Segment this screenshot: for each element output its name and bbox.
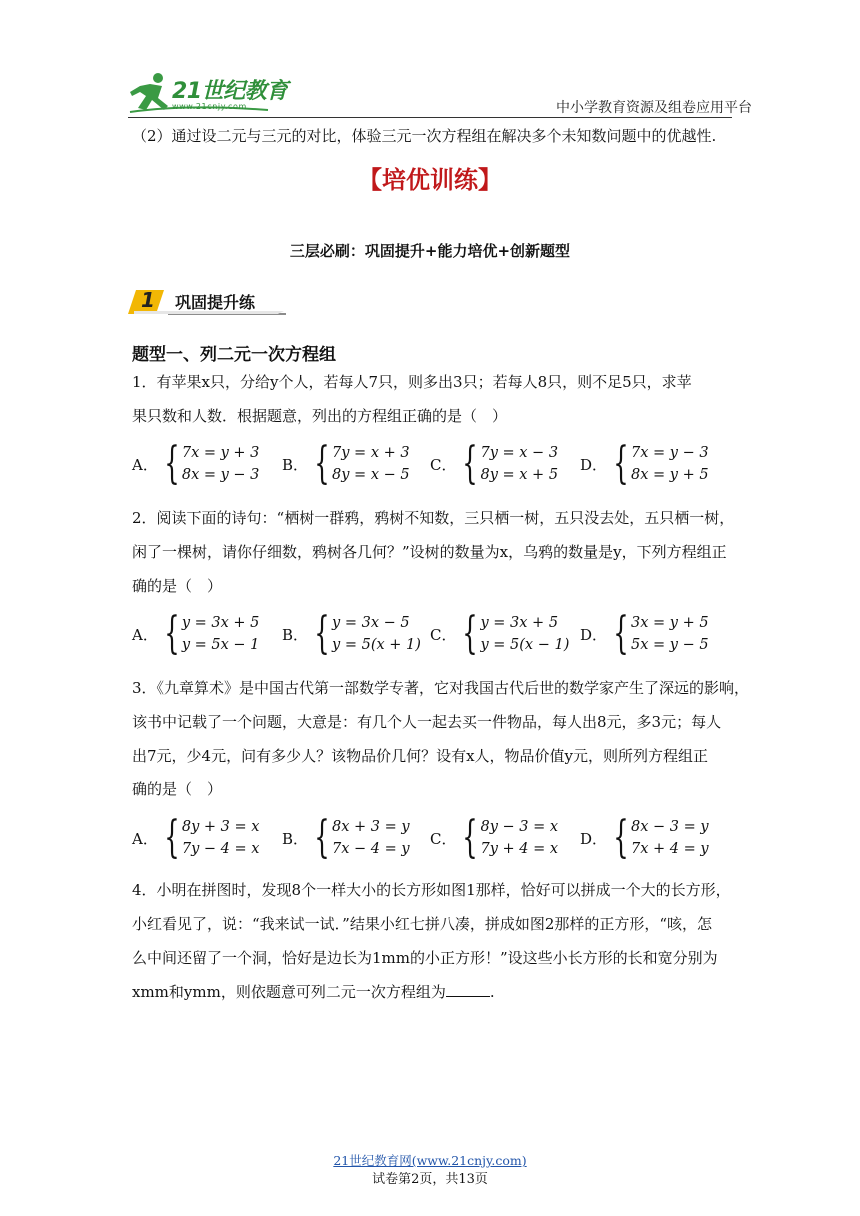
q3-line-3: 出7元，少4元，问有多少人？该物品价几何？设有x人，物品价值y元，则所列方程组正 (132, 747, 709, 765)
q3-option-a (132, 812, 260, 863)
q1-option-b (282, 438, 410, 489)
q2-line-1: 2．阅读下面的诗句：“栖树一群鸦，鸦树不知数，三只栖一树，五只没去处，五只栖一树， (132, 509, 735, 527)
q4-last-end: . (489, 983, 495, 1001)
option-letter: A． (132, 829, 158, 848)
option-letter: B． (282, 455, 309, 474)
page-subtitle: 三层必刷：巩固提升+能力培优+创新题型 (289, 242, 571, 260)
equation: 7x = y − 3 (631, 445, 709, 461)
header-divider (128, 117, 732, 118)
option-letter: D． (580, 455, 608, 474)
q3-option-b (282, 812, 410, 863)
equation: 7x + 4 = y (631, 841, 709, 857)
option-letter: C． (430, 829, 457, 848)
equation: y = 3x + 5 (181, 615, 260, 631)
q1-option-a (132, 438, 260, 489)
equation: 7y = x + 3 (332, 445, 410, 461)
q1-line-2: 果只数和人数．根据题意，列出的方程组正确的是（ ） (132, 407, 508, 425)
option-letter: A． (132, 455, 158, 474)
logo-url: www.21cnjy.com (172, 102, 247, 111)
q2-option-c (430, 608, 570, 659)
brace-icon: { (164, 438, 180, 489)
equation: 7y + 4 = x (480, 841, 559, 857)
equation: 8x = y − 3 (181, 467, 260, 483)
equation: 7y = x − 3 (480, 445, 559, 461)
equation: y = 3x − 5 (332, 615, 410, 631)
equation: y = 5(x − 1) (480, 637, 570, 653)
q4-line-1: 4．小明在拼图时，发现8个一样大小的长方形如图1那样，恰好可以拼成一个大的长方形， (132, 881, 731, 899)
brace-icon: { (164, 812, 180, 863)
option-letter: B． (282, 829, 309, 848)
brace-icon: { (613, 438, 629, 489)
q3-option-d (580, 812, 709, 863)
q3-line-1: 3．《九章算术》是中国古代第一部数学专著，它对我国古代后世的数学家产生了深远的影响， (132, 679, 750, 697)
q1-option-d (580, 438, 709, 489)
badge-number: 1 (141, 288, 155, 312)
equation: y = 3x + 5 (480, 615, 559, 631)
equation: 8x − 3 = y (631, 819, 709, 835)
brace-icon: { (314, 608, 330, 659)
brace-icon: { (462, 438, 479, 489)
q3-option-c (430, 812, 559, 863)
option-letter: B． (282, 625, 309, 644)
q2-line-3: 确的是（ ） (132, 577, 223, 595)
brace-icon: { (314, 812, 330, 863)
q3-line-2: 该书中记载了一个问题，大意是：有几个人一起去买一件物品，每人出8元，多3元；每人 (132, 713, 722, 731)
q4-last-line-text: xmm和ymm，则依题意可列二元一次方程组为 (132, 983, 446, 1001)
q3-line-4: 确的是（ ） (132, 780, 223, 798)
q2-option-b (282, 608, 421, 659)
equation: 7x = y + 3 (181, 445, 260, 461)
header-platform-text: 中小学教育资源及组卷应用平台 (556, 100, 752, 116)
equation: 8y + 3 = x (181, 819, 260, 835)
q2-line-2: 闲了一棵树，请你仔细数，鸦树各几何？”设树的数量为x，乌鸦的数量是y，下列方程组正 (132, 543, 727, 561)
q4-line-3: 么中间还留了一个洞，恰好是边长为1mm的小正方形！”设这些小长方形的长和宽分别为 (132, 949, 718, 967)
section-title: 题型一、列二元一次方程组 (132, 345, 336, 365)
equation: y = 5(x + 1) (332, 637, 421, 653)
equation: 8y = x + 5 (480, 467, 559, 483)
badge-label: 巩固提升练 (175, 293, 256, 312)
q1-line-1: 1．有苹果x只，分给y个人，若每人7只，则多出3只；若每人8只，则不足5只，求苹 (132, 373, 692, 391)
brace-icon: { (314, 438, 330, 489)
page-title: 【培优训练】 (358, 166, 502, 194)
brace-icon: { (462, 812, 479, 863)
q1-option-c (430, 438, 559, 489)
equation: 3x = y + 5 (631, 615, 709, 631)
equation: 5x = y − 5 (631, 637, 709, 653)
option-letter: D． (580, 829, 608, 848)
option-letter: C． (430, 455, 457, 474)
option-letter: D． (580, 625, 608, 644)
equation: 8y = x − 5 (332, 467, 410, 483)
equation: 7x − 4 = y (332, 841, 410, 857)
brace-icon: { (613, 812, 629, 863)
q2-option-a (132, 608, 260, 659)
intro-line: （2）通过设二元与三元的对比，体验三元一次方程组在解决多个未知数问题中的优越性. (132, 127, 717, 145)
equation: 7y − 4 = x (181, 841, 260, 857)
equation: 8x + 3 = y (332, 819, 410, 835)
equation: 8y − 3 = x (480, 819, 559, 835)
q4-line-4 (132, 982, 495, 1002)
q2-option-d (580, 608, 709, 659)
option-letter: C． (430, 625, 457, 644)
brace-icon: { (164, 608, 180, 659)
brace-icon: { (462, 608, 479, 659)
q4-line-2: 小红看见了，说：“我来试一试．”结果小红七拼八凑，拼成如图2那样的正方形，“咳，怎 (132, 915, 713, 933)
brace-icon: { (613, 608, 629, 659)
equation: 8x = y + 5 (631, 467, 709, 483)
equation: y = 5x − 1 (181, 637, 260, 653)
answer-blank[interactable] (446, 982, 490, 997)
footer-link[interactable]: 21世纪教育网(www.21cnjy.com) (333, 1153, 527, 1168)
logo-text: 21世纪教育 (172, 79, 288, 104)
option-letter: A． (132, 625, 158, 644)
footer-page-number: 试卷第2页，共13页 (372, 1172, 488, 1187)
